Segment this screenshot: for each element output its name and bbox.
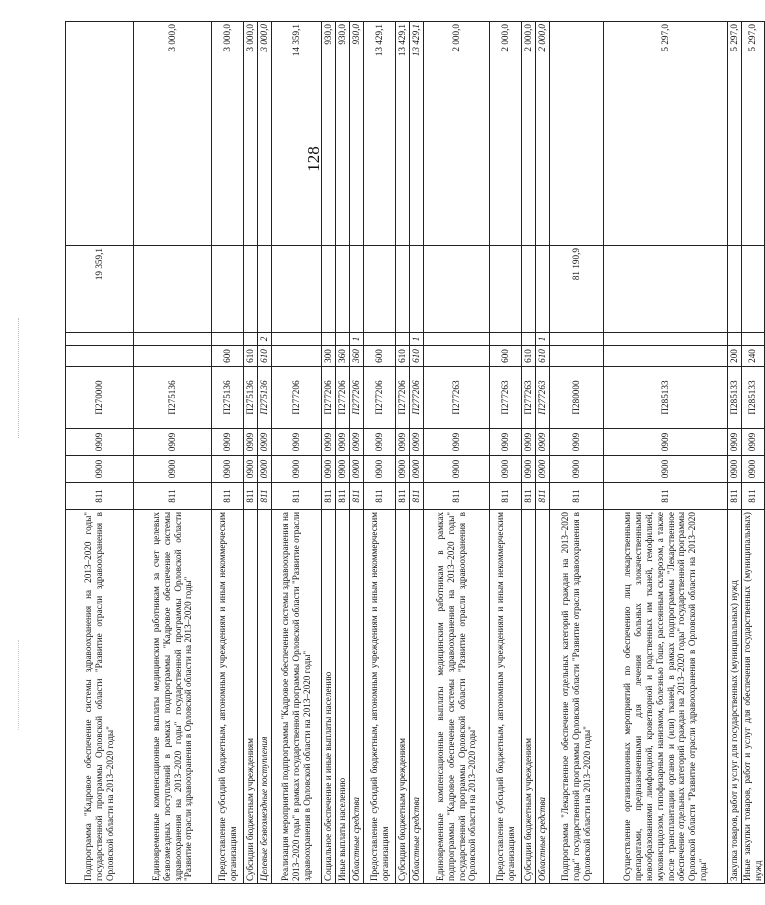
amount: 930,0 (322, 22, 336, 246)
subsection-code: 0909 (604, 429, 728, 456)
amount: 2 000,0 (424, 22, 490, 246)
target-article-code: П275136 (212, 367, 244, 429)
amount: 3 000,0 (134, 22, 212, 246)
amount: 2 000,0 (490, 22, 522, 246)
program-total (424, 246, 490, 333)
program-total: 81 190,9 (550, 246, 604, 333)
ved-code: 811 (258, 483, 272, 510)
table-row (350, 22, 364, 884)
program-total (322, 246, 336, 333)
amount: 13 429,1 (410, 22, 424, 246)
amount: 3 000,0 (244, 22, 258, 246)
program-total (258, 246, 272, 333)
section-code: 0900 (490, 456, 522, 483)
subsection-code: 0909 (424, 429, 490, 456)
row-description: Субсидии бюджетным учреждениям (396, 510, 410, 884)
funding-source-mark: 1 (536, 333, 550, 346)
table-row (490, 22, 522, 884)
row-description: Предоставление субсидий бюджетным, автономным учреждениям и иным некоммерческим организациям (490, 510, 522, 884)
table-row (212, 22, 244, 884)
section-code: 0900 (258, 456, 272, 483)
section-code: 0900 (396, 456, 410, 483)
subsection-code: 0909 (490, 429, 522, 456)
section-code: 0900 (424, 456, 490, 483)
table-row (134, 22, 212, 884)
section-code: 0900 (212, 456, 244, 483)
subsection-code: 0909 (134, 429, 212, 456)
table-row (66, 22, 134, 884)
rotated-table-container (65, 22, 763, 884)
table-row (244, 22, 258, 884)
program-total (536, 246, 550, 333)
target-article-code: П277263 (536, 367, 550, 429)
funding-source-mark (134, 333, 212, 346)
program-total (490, 246, 522, 333)
target-article-code: П277263 (522, 367, 536, 429)
subsection-code: 0909 (410, 429, 424, 456)
row-description: Целевые безвозмездные поступления (258, 510, 272, 884)
row-description: Областные средства (350, 510, 364, 884)
subsection-code: 0909 (66, 429, 134, 456)
ved-code: 811 (550, 483, 604, 510)
ved-code: 811 (522, 483, 536, 510)
funding-source-mark (550, 333, 604, 346)
ved-code: 811 (410, 483, 424, 510)
table-row (410, 22, 424, 884)
target-article-code: П277206 (396, 367, 410, 429)
program-total (604, 246, 728, 333)
row-description: Социальное обеспечение и иные выплаты населению (322, 510, 336, 884)
funding-source-mark (272, 333, 322, 346)
section-code: 0900 (134, 456, 212, 483)
row-description: Подпрограмма "Кадровое обеспечение системы здравоохранения на 2013–2020 годы" государственной программы Орловской области "Развитие отрасли здравоохранения в Орловской области на 2013–2020 годы" (66, 510, 134, 884)
expense-type-code: 600 (364, 346, 396, 367)
target-article-code: П280000 (550, 367, 604, 429)
row-description: Реализация мероприятий подпрограммы "Кадровое обеспечение системы здравоохранения на 2013–2020 годы" в рамках государственной программы Орловской области "Развитие отрасли здравоохранения в Орловской области на 2013–2020 годы" (272, 510, 322, 884)
subsection-code: 0909 (550, 429, 604, 456)
row-description: Единовременные компенсационные выплаты медицинским работникам в рамках подпрограммы "Кадровое обеспечение системы здравоохранения на 2013–2020 годы" государственной программы Орловской области "Развитие отрасли здравоохранения в Орловской области на 2013–2020 годы" (424, 510, 490, 884)
target-article-code: П277263 (424, 367, 490, 429)
expense-type-code (604, 346, 728, 367)
expense-type-code (272, 346, 322, 367)
table-row (322, 22, 336, 884)
amount: 13 429,1 (396, 22, 410, 246)
target-article-code: П277206 (322, 367, 336, 429)
funding-source-mark (364, 333, 396, 346)
subsection-code: 0909 (396, 429, 410, 456)
funding-source-mark (66, 333, 134, 346)
amount: 5 297,0 (728, 22, 742, 246)
funding-source-mark (424, 333, 490, 346)
ved-code: 811 (490, 483, 522, 510)
amount: 5 297,0 (742, 22, 765, 246)
target-article-code: П275136 (134, 367, 212, 429)
target-article-code: П277206 (410, 367, 424, 429)
funding-source-mark (322, 333, 336, 346)
expense-type-code (66, 346, 134, 367)
program-total (364, 246, 396, 333)
budget-table (65, 21, 765, 884)
target-article-code: П277206 (336, 367, 350, 429)
row-description: Единовременные компенсационные выплаты медицинским работникам за счет целевых безвозмездных поступлений в рамках подпрограммы "Кадровое обеспечение системы здравоохранения на 2013–2020 годы" государственной программы Орловской области "Развитие отрасли здравоохранения в Орловской области на 2013–2020 годы" (134, 510, 212, 884)
row-description: Предоставление субсидий бюджетным, автономным учреждениям и иным некоммерческим организациям (364, 510, 396, 884)
table-row (396, 22, 410, 884)
expense-type-code: 600 (212, 346, 244, 367)
target-article-code: П275136 (258, 367, 272, 429)
row-description: Подпрограмма "Лекарственное обеспечение отдельных категорий граждан на 2013–2020 годы" государственной программы Орловской области "Развитие отрасли здравоохранения в Орловской области на 2013–2020 годы" (550, 510, 604, 884)
program-total (134, 246, 212, 333)
row-description: Областные средства (410, 510, 424, 884)
table-row (742, 22, 765, 884)
expense-type-code: 610 (244, 346, 258, 367)
section-code: 0900 (410, 456, 424, 483)
section-code: 0900 (550, 456, 604, 483)
row-description: Иные выплаты населению (336, 510, 350, 884)
subsection-code: 0909 (244, 429, 258, 456)
expense-type-code: 610 (410, 346, 424, 367)
program-total (728, 246, 742, 333)
program-total (742, 246, 765, 333)
ved-code: 811 (66, 483, 134, 510)
scan-artifact (18, 318, 20, 438)
table-row (550, 22, 604, 884)
program-total (244, 246, 258, 333)
scan-artifact (18, 640, 20, 730)
amount: 14 359,1 (272, 22, 322, 246)
table-row (604, 22, 728, 884)
ved-code: 811 (272, 483, 322, 510)
ved-code: 811 (212, 483, 244, 510)
subsection-code: 0909 (258, 429, 272, 456)
table-row (364, 22, 396, 884)
subsection-code: 0909 (350, 429, 364, 456)
subsection-code: 0909 (322, 429, 336, 456)
ved-code: 811 (350, 483, 364, 510)
target-article-code: П270000 (66, 367, 134, 429)
section-code: 0900 (728, 456, 742, 483)
target-article-code: П285133 (742, 367, 765, 429)
ved-code: 811 (396, 483, 410, 510)
target-article-code: П285133 (604, 367, 728, 429)
expense-type-code: 600 (490, 346, 522, 367)
row-description: Субсидии бюджетным учреждениям (522, 510, 536, 884)
ved-code: 811 (424, 483, 490, 510)
expense-type-code (424, 346, 490, 367)
section-code: 0900 (66, 456, 134, 483)
subsection-code: 0909 (536, 429, 550, 456)
program-total (410, 246, 424, 333)
table-row (272, 22, 322, 884)
program-total: 19 359,1 (66, 246, 134, 333)
funding-source-mark (490, 333, 522, 346)
expense-type-code: 360 (350, 346, 364, 367)
ved-code: 811 (728, 483, 742, 510)
row-description: Закупка товаров, работ и услуг для государственных (муниципальных) нужд (728, 510, 742, 884)
row-description: Предоставление субсидий бюджетным, автономным учреждениям и иным некоммерческим организациям (212, 510, 244, 884)
row-description: Иные закупки товаров, работ и услуг для обеспечения государственных (муниципальных) нужд (742, 510, 765, 884)
subsection-code: 0909 (212, 429, 244, 456)
ved-code: 811 (604, 483, 728, 510)
table-row (522, 22, 536, 884)
amount: 5 297,0 (604, 22, 728, 246)
subsection-code: 0909 (336, 429, 350, 456)
target-article-code: П277206 (350, 367, 364, 429)
expense-type-code: 610 (396, 346, 410, 367)
amount (66, 22, 134, 246)
section-code: 0900 (322, 456, 336, 483)
funding-source-mark (396, 333, 410, 346)
ved-code: 811 (134, 483, 212, 510)
page-number: 128 (303, 146, 323, 172)
section-code: 0900 (336, 456, 350, 483)
funding-source-mark (742, 333, 765, 346)
table-row (728, 22, 742, 884)
section-code: 0900 (272, 456, 322, 483)
amount: 930,0 (350, 22, 364, 246)
row-description: Областные средства (536, 510, 550, 884)
subsection-code: 0909 (364, 429, 396, 456)
funding-source-mark (522, 333, 536, 346)
subsection-code: 0909 (728, 429, 742, 456)
funding-source-mark: 1 (350, 333, 364, 346)
section-code: 0900 (604, 456, 728, 483)
target-article-code: П285133 (728, 367, 742, 429)
ved-code: 811 (742, 483, 765, 510)
section-code: 0900 (536, 456, 550, 483)
amount: 3 000,0 (212, 22, 244, 246)
table-row (536, 22, 550, 884)
ved-code: 811 (336, 483, 350, 510)
target-article-code: П277206 (364, 367, 396, 429)
program-total (272, 246, 322, 333)
expense-type-code: 610 (258, 346, 272, 367)
funding-source-mark: 1 (410, 333, 424, 346)
target-article-code: П277263 (490, 367, 522, 429)
amount: 2 000,0 (536, 22, 550, 246)
amount: 3 000,0 (258, 22, 272, 246)
funding-source-mark (728, 333, 742, 346)
program-total (336, 246, 350, 333)
program-total (350, 246, 364, 333)
amount: 13 429,1 (364, 22, 396, 246)
row-description: Осуществление организационных мероприятий по обеспечению лиц лекарственными препаратами, предназначенными для лечения больных злокачественными новообразованиями лимфоидной, кроветворной и родственных им тканей, гемофилией, муковисцидозом, гипофизарным нанизмом, болезнью Гоше, рассеянным склерозом, а также после трансплантации органов и (или) тканей, в рамках подпрограммы "Лекарственное обеспечение отдельных категорий граждан на 2013–2020 годы" государственной программы Орловской области "Развитие отрасли здравоохранения в Орловской области на 2013–2020 годы" (604, 510, 728, 884)
subsection-code: 0909 (742, 429, 765, 456)
program-total (396, 246, 410, 333)
amount: 930,0 (336, 22, 350, 246)
row-description: Субсидии бюджетным учреждениям (244, 510, 258, 884)
table-row (424, 22, 490, 884)
funding-source-mark: 2 (258, 333, 272, 346)
program-total (522, 246, 536, 333)
expense-type-code: 610 (536, 346, 550, 367)
target-article-code: П277206 (272, 367, 322, 429)
expense-type-code: 610 (522, 346, 536, 367)
funding-source-mark (604, 333, 728, 346)
ved-code: 811 (364, 483, 396, 510)
section-code: 0900 (244, 456, 258, 483)
section-code: 0900 (522, 456, 536, 483)
funding-source-mark (336, 333, 350, 346)
table-row (258, 22, 272, 884)
expense-type-code: 300 (322, 346, 336, 367)
program-total (212, 246, 244, 333)
expense-type-code (550, 346, 604, 367)
amount: 2 000,0 (522, 22, 536, 246)
ved-code: 811 (244, 483, 258, 510)
funding-source-mark (212, 333, 244, 346)
section-code: 0900 (350, 456, 364, 483)
table-row (336, 22, 350, 884)
target-article-code: П275136 (244, 367, 258, 429)
section-code: 0900 (364, 456, 396, 483)
expense-type-code (134, 346, 212, 367)
subsection-code: 0909 (272, 429, 322, 456)
section-code: 0900 (742, 456, 765, 483)
ved-code: 811 (322, 483, 336, 510)
expense-type-code: 240 (742, 346, 765, 367)
ved-code: 811 (536, 483, 550, 510)
amount (550, 22, 604, 246)
funding-source-mark (244, 333, 258, 346)
expense-type-code: 360 (336, 346, 350, 367)
subsection-code: 0909 (522, 429, 536, 456)
expense-type-code: 200 (728, 346, 742, 367)
